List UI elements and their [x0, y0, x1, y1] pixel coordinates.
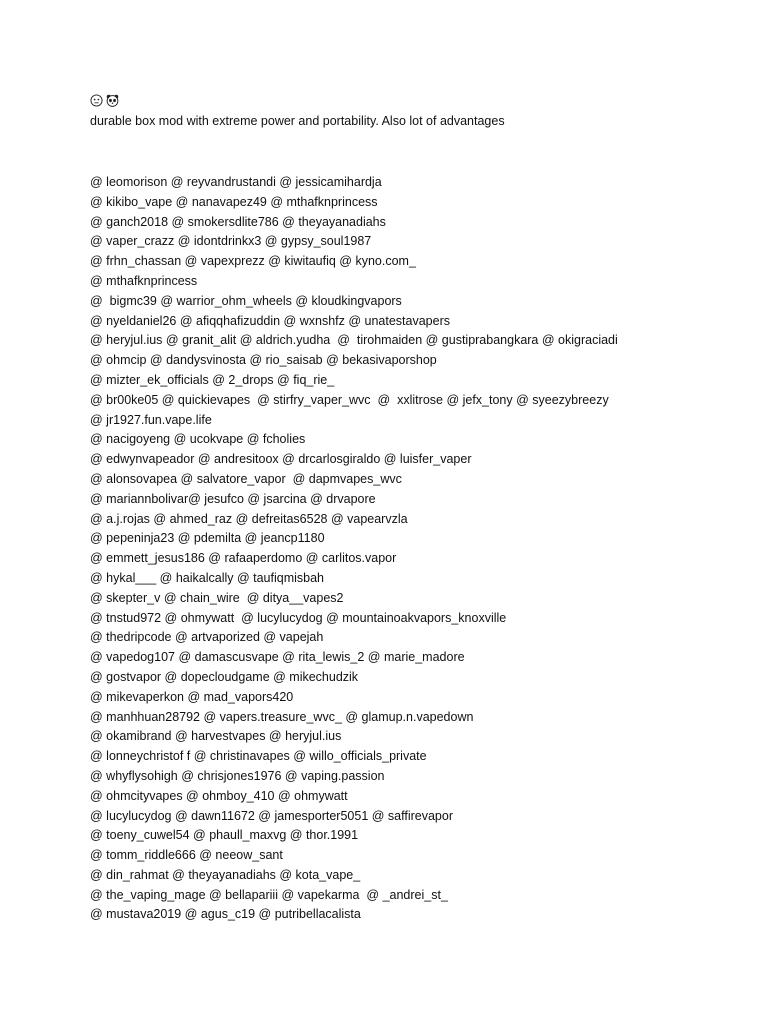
intro-text: durable box mod with extreme power and portability. Also lot of advantages — [90, 114, 505, 128]
tag-line: @ alonsovapea @ salvatore_vapor @ dapmvapes_wvc — [90, 471, 402, 486]
tag-line: @ manhhuan28792 @ vapers.treasure_wvc_ @ glamup.n.vapedown — [90, 709, 474, 724]
tag-line: @ mariannbolivar@ jesufco @ jsarcina @ drvapore — [90, 491, 376, 506]
tag-line: @ pepeninja23 @ pdemilta @ jeancp1180 — [90, 531, 325, 546]
tag-line: @ skepter_v @ chain_wire @ ditya__vapes2 — [90, 590, 344, 605]
tag-line: @ din_rahmat @ theyayanadiahs @ kota_vape_ — [90, 867, 361, 882]
emoji-row — [90, 90, 750, 110]
tag-line: @ mikevaperkon @ mad_vapors420 — [90, 689, 294, 704]
tag-line: @ vapedog107 @ damascusvape @ rita_lewis_2 @ marie_madore — [90, 650, 465, 665]
tag-line: @ br00ke05 @ quickievapes @ stirfry_vaper_wvc @ xxlitrose @ jefx_tony @ syeezybreezy — [90, 392, 609, 407]
tag-line: @ jr1927.fun.vape.life — [90, 412, 212, 427]
neutral-face-icon — [90, 94, 103, 107]
tag-line: @ nacigoyeng @ ucokvape @ fcholies — [90, 432, 306, 447]
tag-line: @ whyflysohigh @ chrisjones1976 @ vaping.passion — [90, 768, 385, 783]
tag-line: @ ganch2018 @ smokersdlite786 @ theyayanadiahs — [90, 214, 386, 229]
panda-face-icon — [106, 94, 119, 107]
document-body — [90, 90, 750, 925]
tag-line: @ gostvapor @ dopecloudgame @ mikechudzik — [90, 669, 359, 684]
tag-line: @ thedripcode @ artvaporized @ vapejah — [90, 630, 324, 645]
tag-line: @ nyeldaniel26 @ afiqqhafizuddin @ wxnshfz @ unatestavapers — [90, 313, 450, 328]
tag-line: @ ohmcip @ dandysvinosta @ rio_saisab @ bekasivaporshop — [90, 353, 437, 368]
tag-line: @ toeny_cuwel54 @ phaull_maxvg @ thor.1991 — [90, 828, 359, 843]
tag-list — [90, 173, 750, 925]
tag-line: @ ohmcityvapes @ ohmboy_410 @ ohmywatt — [90, 788, 348, 803]
tag-line: @ mizter_ek_officials @ 2_drops @ fiq_rie_ — [90, 372, 335, 387]
tag-line: @ tnstud972 @ ohmywatt @ lucylucydog @ mountainoakvapors_knoxville — [90, 610, 507, 625]
tag-line: @ okamibrand @ harvestvapes @ heryjul.ius — [90, 729, 342, 744]
tag-line: @ frhn_chassan @ vapexprezz @ kiwitaufiq @ kyno.com_ — [90, 254, 416, 269]
tag-line: @ mthafknprincess — [90, 273, 198, 288]
tag-line: @ tomm_riddle666 @ neeow_sant — [90, 848, 283, 863]
tag-line: @ vaper_crazz @ idontdrinkx3 @ gypsy_soul1987 — [90, 234, 372, 249]
tag-line: @ emmett_jesus186 @ rafaaperdomo @ carlitos.vapor — [90, 551, 397, 566]
tag-line: @ leomorison @ reyvandrustandi @ jessicamihardja — [90, 175, 382, 189]
tag-line: @ mustava2019 @ agus_c19 @ putribellacalista — [90, 907, 361, 922]
tag-line: @ hykal___ @ haikalcally @ taufiqmisbah — [90, 570, 325, 585]
tag-line: @ a.j.rojas @ ahmed_raz @ defreitas6528 @ vapearvzla — [90, 511, 408, 526]
tag-line: @ heryjul.ius @ granit_alit @ aldrich.yudha @ tirohmaiden @ gustiprabangkara @ okigraciadi — [90, 333, 618, 348]
tag-line: @ lucylucydog @ dawn11672 @ jamesporter5051 @ saffirevapor — [90, 808, 453, 823]
tag-line: @ kikibo_vape @ nanavapez49 @ mthafknprincess — [90, 194, 378, 209]
tag-line: @ the_vaping_mage @ bellapariii @ vapekarma @ _andrei_st_ — [90, 887, 448, 902]
tag-line: @ edwynvapeador @ andresitoox @ drcarlosgiraldo @ luisfer_vaper — [90, 452, 472, 467]
tag-line: @ bigmc39 @ warrior_ohm_wheels @ kloudkingvapors — [90, 293, 402, 308]
tag-line: @ lonneychristof f @ christinavapes @ willo_officials_private — [90, 749, 427, 764]
